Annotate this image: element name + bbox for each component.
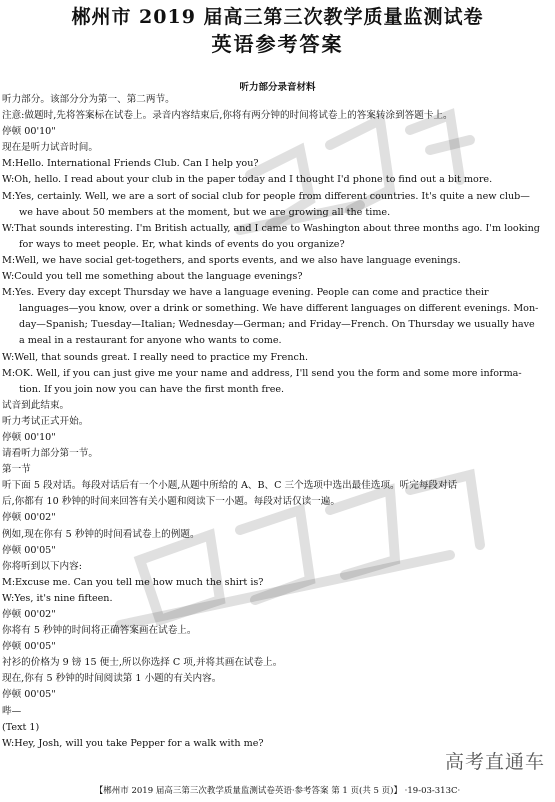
transcript-line: languages—you know, over a drink or something. We have different languages on different evenings. Mon-	[19, 303, 539, 315]
transcript-line: W:Yes, it's nine fifteen.	[2, 592, 113, 604]
answer-key-title: 英语参考答案	[211, 32, 344, 56]
transcript-line: W:Hey, Josh, will you take Pepper for a walk with me?	[2, 737, 264, 749]
transcript-line: M:OK. Well, if you can just give me your name and address, I'll send you the form and some more informa-	[2, 367, 522, 379]
transcript-line: 衬衫的价格为 9 镑 15 便士,所以你选择 C 项,并将其画在试卷上。	[2, 657, 283, 669]
transcript-line: M:Well, we have social get-togethers, and sports events, and we also have language evenings.	[2, 254, 461, 266]
transcript-line: M:Yes, certainly. Well, we are a sort of social club for people from different countries. It's quite a new club—	[2, 190, 530, 202]
transcript-line: 听力部分。该部分分为第一、第二两节。	[2, 94, 175, 105]
transcript-line: W:Well, that sounds great. I really need to practice my French.	[2, 351, 309, 363]
watermark-logo: 高考直通车	[444, 751, 545, 773]
transcript-line: W:Could you tell me something about the language evenings?	[2, 271, 303, 283]
transcript-line: W:That sounds interesting. I'm British actually, and I came to Washington about three months ago. I'm looking	[2, 222, 540, 234]
transcript-line: 你将有 5 秒钟的时间将正确答案画在试卷上。	[2, 625, 197, 637]
transcript-line: 你将听到以下内容:	[2, 560, 82, 572]
transcript-line: M:Excuse me. Can you tell me how much the shirt is?	[2, 576, 264, 588]
transcript-line: a meal in a restaurant for anyone who wants to come.	[19, 335, 282, 347]
transcript-line: 注意:做题时,先将答案标在试卷上。录音内容结束后,你将有两分钟的时间将试卷上的答案转涂到答题卡上。	[2, 110, 453, 122]
transcript-line: day—Spanish; Tuesday—Italian; Wednesday—German; and Friday—French. On Thursday we usually have	[19, 319, 535, 331]
transcript-line: we have about 50 members at the moment, but we are growing all the time.	[19, 206, 391, 218]
transcript-line: 停顿 00'05"	[2, 544, 56, 556]
transcript-line: 停顿 00'10"	[2, 431, 56, 443]
transcript-line: 停顿 00'10"	[2, 126, 56, 138]
transcript-line: 第一节	[2, 464, 31, 476]
transcript-line: 听力考试正式开始。	[2, 415, 89, 427]
transcript-line: 后,你都有 10 秒钟的时间来回答有关小题和阅读下一小题。每段对话仅读一遍。	[2, 496, 340, 508]
transcript-body	[2, 92, 551, 752]
transcript-line: (Text 1)	[2, 721, 40, 733]
transcript-line: 停顿 00'02"	[2, 512, 56, 524]
transcript-line: 请看听力部分第一节。	[2, 448, 98, 460]
transcript-line: 停顿 00'05"	[2, 641, 56, 653]
section-title: 听力部分录音材料	[239, 82, 316, 93]
transcript-line: 例如,现在你有 5 秒钟的时间看试卷上的例题。	[2, 528, 200, 540]
transcript-line: 哔—	[2, 705, 22, 717]
exam-title: 郴州市 2019 届高三第三次教学质量监测试卷	[71, 6, 484, 28]
page-footer: 【郴州市 2019 届高三第三次教学质量监测试卷英语·参考答案 第 1 页(共 5 页)】 ·19-03-313C·	[94, 786, 461, 796]
transcript-line: 现在,你有 5 秒钟的时间阅读第 1 小题的有关内容。	[2, 673, 222, 685]
transcript-line: M:Yes. Every day except Thursday we have a language evening. People can come and practice their	[2, 287, 489, 299]
transcript-line: 现在是听力试音时间。	[2, 142, 98, 154]
transcript-line: tion. If you join now you can have the first month free.	[19, 383, 285, 395]
transcript-line: M:Hello. International Friends Club. Can I help you?	[2, 158, 259, 170]
transcript-line: for ways to meet people. Er, what kinds of events do you organize?	[19, 238, 345, 250]
transcript-line: 听下面 5 段对话。每段对话后有一个小题,从题中所给的 A、B、C 三个选项中选出最佳选项。听完每段对话	[2, 480, 458, 492]
transcript-line: 停顿 00'02"	[2, 609, 56, 620]
transcript-line: 试音到此结束。	[2, 399, 70, 411]
transcript-line: W:Oh, hello. I read about your club in the paper today and I thought I'd phone to find out a bit more.	[2, 174, 493, 186]
transcript-line: 停顿 00'05"	[2, 689, 56, 701]
